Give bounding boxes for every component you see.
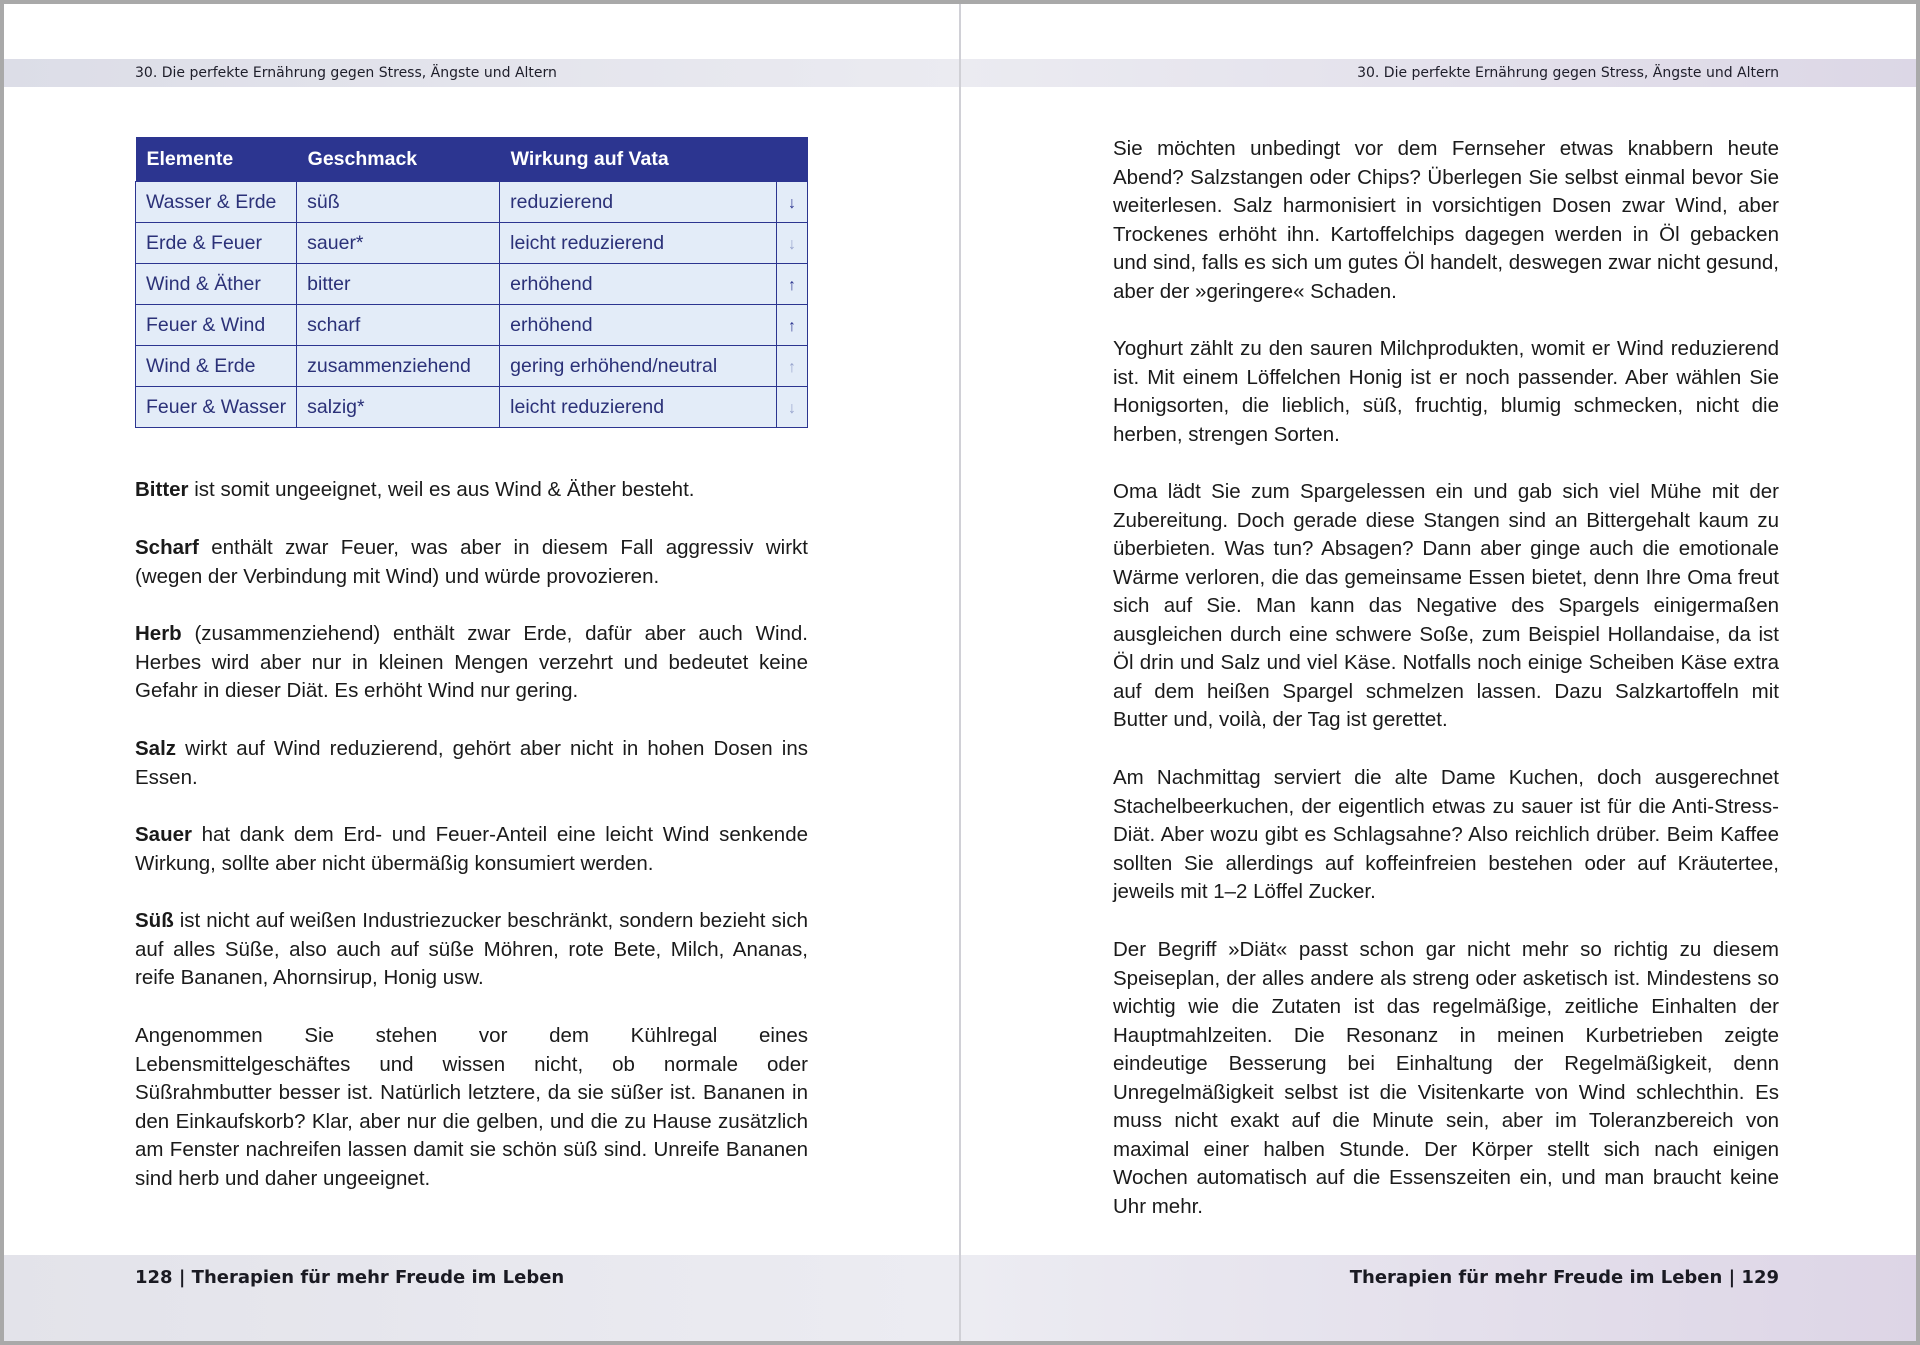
term-bitter: Bitter — [135, 478, 189, 501]
term-herb: Herb — [135, 622, 182, 645]
paragraph-diaet: Der Begriff »Diät« passt schon gar nicht mehr so richtig zu diesem Speiseplan, der alles andere als streng oder asketisch ist. Mindestens so wichtig wie die Zutaten ist das regelmäßige, zeitliche Einhalten der Hauptmahlzeiten. Die Resonanz in meinen Kurbetrieben zeigte eindeutige Besserung bei Einhaltung der Regelmäßigkeit, denn Unregelmäßigkeit selbst ist die Visitenkarte von Wind schlechthin. Es muss nicht exakt auf die Minute sein, aber im Toleranzbereich von maximal einer halben Stunde. Der Körper stellt sich nach einigen Wochen automatisch auf die Essenszeiten ein, und man braucht keine Uhr mehr. — [1113, 938, 1779, 1218]
cell-arrow — [777, 223, 808, 264]
cell-arrow — [777, 387, 808, 428]
paragraph-text: ist nicht auf weißen Industriezucker beschränkt, sondern bezieht sich auf alles Süße, also auch auf süße Möhren, rote Bete, Milch, Ananas, reife Bananen, Ahornsirup, Honig usw. — [135, 909, 808, 989]
paragraph-salz — [135, 735, 808, 792]
page-left — [4, 4, 959, 1341]
cell-effect: erhöhend — [500, 264, 777, 305]
cell-effect: gering erhöhend/neutral — [500, 346, 777, 387]
cell-taste: zusammenziehend — [297, 346, 500, 387]
cell-taste: süß — [297, 182, 500, 223]
cell-element: Wind & Äther — [136, 264, 297, 305]
paragraph-bitter — [135, 476, 808, 505]
arrow-up-icon: ↑ — [788, 358, 796, 376]
cell-arrow — [777, 182, 808, 223]
table-row — [136, 387, 808, 428]
cell-element: Wind & Erde — [136, 346, 297, 387]
table-row — [136, 223, 808, 264]
paragraph-text: Angenommen Sie stehen vor dem Kühlregal eines Lebensmittelgeschäftes und wissen nicht, ob normale oder Süßrahmbutter besser ist. Natürlich letztere, da sie süßer ist. Bananen in den Einkaufskorb? Klar, aber nur die gelben, und die zu Hause zusätzlich am Fenster nachreifen lassen damit sie schön süß sind. Unreife Bananen sind herb und daher ungeeignet. — [135, 1024, 808, 1190]
arrow-down-icon: ↓ — [788, 194, 796, 212]
table-row — [136, 346, 808, 387]
footer-left — [4, 1255, 959, 1341]
paragraph-sauer — [135, 821, 808, 878]
paragraph-text: wirkt auf Wind reduzierend, gehört aber nicht in hohen Dosen ins Essen. — [135, 737, 808, 789]
paragraph-text: enthält zwar Feuer, was aber in diesem Fall aggressiv wirkt (wegen der Verbindung mit Wind) und würde provozieren. — [135, 536, 808, 588]
book-spread — [4, 4, 1916, 1341]
arrow-down-icon: ↓ — [788, 399, 796, 417]
footer-right — [961, 1255, 1916, 1341]
cell-effect: leicht reduzierend — [500, 387, 777, 428]
paragraph-text: hat dank dem Erd- und Feuer-Anteil eine leicht Wind senkende Wirkung, sollte aber nicht übermäßig konsumiert werden. — [135, 823, 808, 875]
header-wirkung: Wirkung auf Vata — [500, 137, 808, 182]
term-sauer: Sauer — [135, 823, 192, 846]
cell-element: Feuer & Wind — [136, 305, 297, 346]
cell-effect: erhöhend — [500, 305, 777, 346]
cell-arrow — [777, 346, 808, 387]
cell-taste: sauer* — [297, 223, 500, 264]
paragraph-spargel: Oma lädt Sie zum Spargelessen ein und gab sich viel Mühe mit der Zubereitung. Doch gerade diese Stangen sind an Bittergehalt kaum zu überbieten. Was tun? Absagen? Dann aber ginge auch die emotionale Wärme verloren, die das gemeinsame Essen bietet, denn Ihre Oma freut sich auf Sie. Man kann das Negative des Spargels einigermaßen ausgleichen durch eine schwere Soße, zum Beispiel Hollandaise, da ist Öl drin und Salz und viel Käse. Notfalls noch einige Scheiben Käse extra auf dem heißen Spargel schmelzen lassen. Dazu Salzkartoffeln mit Butter und, voilà, der Tag ist gerettet. — [1113, 480, 1779, 731]
header-geschmack: Geschmack — [297, 137, 500, 182]
cell-element: Feuer & Wasser — [136, 387, 297, 428]
paragraph-herb — [135, 620, 808, 706]
cell-arrow — [777, 305, 808, 346]
arrow-up-icon: ↑ — [788, 317, 796, 335]
paragraph-kuehlregal — [135, 1022, 808, 1193]
paragraph-yoghurt: Yoghurt zählt zu den sauren Milchprodukten, womit er Wind reduzierend ist. Mit einem Löffelchen Honig ist er noch passender. Aber wählen Sie Honigsorten, die lieblich, süß, fruchtig, blumig schmecken, nicht die herben, strengen Sorten. — [1113, 337, 1779, 446]
cell-element: Erde & Feuer — [136, 223, 297, 264]
vata-table — [135, 137, 808, 428]
cell-taste: salzig* — [297, 387, 500, 428]
term-salz: Salz — [135, 737, 177, 760]
running-head-right: 30. Die perfekte Ernährung gegen Stress, Ängste und Altern — [961, 59, 1916, 87]
running-head-left: 30. Die perfekte Ernährung gegen Stress, Ängste und Altern — [4, 59, 959, 87]
cell-taste: scharf — [297, 305, 500, 346]
footer-right-text: Therapien für mehr Freude im Leben | 129 — [1349, 1267, 1779, 1288]
page-right — [961, 4, 1916, 1341]
table-row — [136, 264, 808, 305]
table-row — [136, 305, 808, 346]
paragraph-knabbern: Sie möchten unbedingt vor dem Fernseher etwas knabbern heute Abend? Salzstangen oder Chips? Überlegen Sie selbst einmal bevor Sie weiterlesen. Salz harmonisiert in vorsichtigen Dosen zwar Wind, aber Trockenes erhöht ihn. Kartoffelchips dagegen werden in Öl gebacken und sind, falls es sich um gutes Öl handelt, deswegen zwar nicht gesund, aber der »geringere« Schaden. — [1113, 137, 1779, 303]
paragraph-kuchen: Am Nachmittag serviert die alte Dame Kuchen, doch ausgerechnet Stachelbeerkuchen, der eigentlich etwas zu sauer ist für die Anti-Stress-Diät. Aber wozu gibt es Schlagsahne? Also reichlich drüber. Beim Kaffee sollten Sie allerdings auf koffeinfreien bestehen oder auf Kräutertee, jeweils mit 1–2 Löffel Zucker. — [1113, 766, 1779, 903]
paragraph-text: ist somit ungeeignet, weil es aus Wind & Äther besteht. — [188, 478, 695, 501]
cell-element: Wasser & Erde — [136, 182, 297, 223]
arrow-up-icon: ↑ — [788, 276, 796, 294]
cell-effect: leicht reduzierend — [500, 223, 777, 264]
header-elemente: Elemente — [136, 137, 297, 182]
table-row — [136, 182, 808, 223]
paragraph-suess — [135, 907, 808, 993]
footer-left-text: 128 | Therapien für mehr Freude im Leben — [135, 1267, 565, 1288]
cell-arrow — [777, 264, 808, 305]
table-header-row — [136, 137, 808, 182]
term-suess: Süß — [135, 909, 174, 932]
cell-taste: bitter — [297, 264, 500, 305]
arrow-down-icon: ↓ — [788, 235, 796, 253]
cell-effect: reduzierend — [500, 182, 777, 223]
paragraph-text: (zusammenziehend) enthält zwar Erde, dafür aber auch Wind. Herbes wird aber nur in kleinen Mengen verzehrt und bedeutet keine Gefahr in dieser Diät. Es erhöht Wind nur gering. — [135, 622, 808, 702]
paragraph-scharf — [135, 534, 808, 591]
term-scharf: Scharf — [135, 536, 199, 559]
